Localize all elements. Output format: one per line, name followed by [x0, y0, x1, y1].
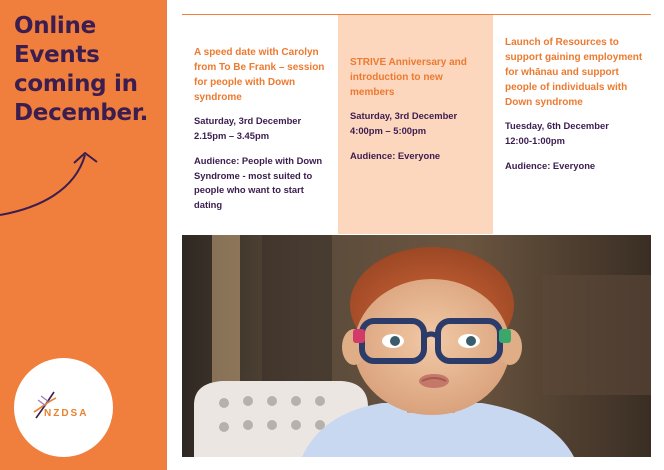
event-title: Launch of Resources to support gaining employment for whānau and support people of individuals with Down syndrome	[505, 37, 643, 108]
event-date: Saturday, 3rd December	[194, 115, 302, 126]
event-card-resources-launch	[493, 15, 651, 234]
event-title: STRIVE Anniversary and introduction to new members	[350, 57, 467, 98]
event-time: 4:00pm – 5:00pm	[350, 124, 427, 136]
child-photo	[182, 235, 651, 457]
headline-line-3: coming in	[14, 71, 138, 97]
event-time: 12:00-1:00pm	[505, 134, 565, 146]
event-card-speed-date	[182, 15, 338, 234]
events-grid	[182, 15, 651, 234]
nzdsa-logo	[14, 358, 113, 457]
child-with-glasses-image	[182, 235, 651, 457]
headline-line-2: Events	[14, 42, 100, 68]
event-audience: Audience: People with Down Syndrome - most suited to people who want to start dating	[194, 155, 323, 210]
event-title: A speed date with Carolyn from To Be Frank – session for people with Down syndrome	[194, 47, 325, 103]
left-orange-panel	[0, 0, 167, 470]
event-date: Tuesday, 6th December	[505, 120, 609, 131]
event-card-strive-anniversary	[338, 15, 493, 234]
event-audience: Audience: Everyone	[350, 150, 441, 161]
logo-text: NZDSA	[44, 408, 89, 419]
headline-line-1: Online	[14, 13, 96, 39]
event-date: Saturday, 3rd December	[350, 110, 458, 121]
event-time: 2.15pm – 3.45pm	[194, 129, 270, 141]
headline	[14, 12, 164, 128]
event-audience: Audience: Everyone	[505, 160, 596, 171]
curved-arrow-icon	[0, 140, 110, 225]
headline-line-4: December.	[14, 100, 149, 126]
